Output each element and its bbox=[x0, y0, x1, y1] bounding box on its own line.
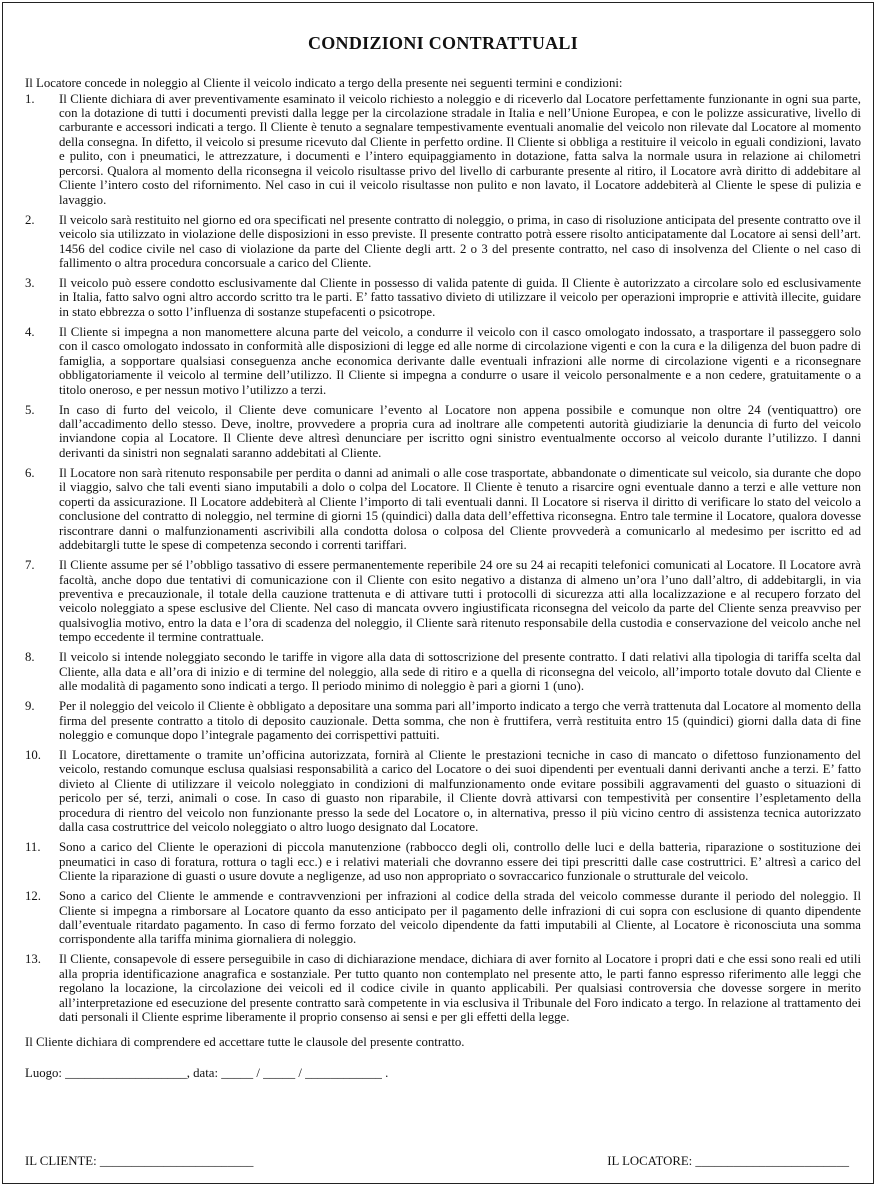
clause-number: 3. bbox=[25, 275, 35, 290]
clause-number: 6. bbox=[25, 465, 35, 480]
clause-6 bbox=[25, 466, 861, 553]
client-signature-line: IL CLIENTE: ________________________ bbox=[25, 1154, 254, 1168]
clause-11 bbox=[25, 840, 861, 883]
clause-text: Il Cliente dichiara di aver preventivamente esaminato il veicolo richiesto a noleggio e di riceverlo dal Locatore perfettamente funzionante in ogni sua parte, con la dotazione di tutti i documenti previsti dalla legge per la circolazione stradale in Italia e nell’Unione Europea, e con le polizze assicurative, livello di carburante e accessori indicati a tergo. Il Cliente è tenuto a segnalare tempestivamente eventuali anomalie del veicolo non rilevate dal Locatore al momento della consegna. In difetto, il veicolo si presume ricevuto dal Cliente in perfetto ordine. Il Cliente si obbliga a restituire il veicolo in eguali condizioni, lavato e pulito, con i pneumatici, le attrezzature, i documenti e l’intero equipaggiamento in dotazione, fatta salva la normale usura in relazione ai chilometri percorsi. Qualora al momento della riconsegna il veicolo risultasse privo del livello di carburante presente al ritiro, il Locatore avrà diritto di addebitare al Cliente l’intero costo del rifornimento. Nel caso in cui il veicolo risultasse non pulito e non lavato, il Locatore addebiterà al Cliente le spese di pulizia e lavaggio. bbox=[59, 91, 861, 207]
clause-2 bbox=[25, 213, 861, 271]
clauses-list bbox=[25, 92, 861, 1025]
clause-number: 7. bbox=[25, 558, 35, 573]
clause-9 bbox=[25, 699, 861, 742]
clause-text: Per il noleggio del veicolo il Cliente è obbligato a depositare una somma pari all’importo indicato a tergo che verrà trattenuta dal Locatore al momento della firma del presente contratto a titolo di deposito cauzionale. Detta somma, che non è fruttifera, verrà restituita entro 15 (quindici) giorni dalla data di fine noleggio e comunque dopo l’integrale pagamento dei corrispettivi pattuiti. bbox=[59, 699, 861, 743]
clause-10 bbox=[25, 748, 861, 835]
clause-number: 5. bbox=[25, 402, 35, 417]
closing-statement: Il Cliente dichiara di comprendere ed accettare tutte le clausole del presente contratto. bbox=[25, 1034, 465, 1049]
signature-row bbox=[25, 1109, 849, 1169]
clause-text: In caso di furto del veicolo, il Cliente deve comunicare l’evento al Locatore non appena possibile e comunque non oltre 24 (ventiquattro) ore dall’accadimento dello stesso. Deve, inoltre, provvedere a propria cura ad inoltrare alle competenti autorità giudiziarie la denuncia di furto del veicolo inviandone copia al Locatore. Il Cliente deve altresì denunciare per iscritto ogni sinistro eventualmente occorso al veicolo durante l’utilizzo. I danni derivanti da sinistri non segnalati saranno addebitati al Cliente. bbox=[59, 402, 861, 460]
clause-number: 1. bbox=[25, 91, 35, 106]
clause-text: Sono a carico del Cliente le operazioni di piccola manutenzione (rabbocco degli oli, controllo delle luci e della batteria, riparazione o sostituzione dei pneumatici in caso di foratura, rottura o tagli ecc.) e i relativi materiali che dovranno essere dei tipi prescritti dalle case costruttrici. E’ altresì a carico del Cliente la riparazione di guasti o usure dovute a negligenze, ad uso non appropriato o sovraccarico funzionale o strutturale del veicolo. bbox=[59, 840, 861, 884]
clause-number: 10. bbox=[25, 748, 41, 763]
clause-text: Il veicolo si intende noleggiato secondo le tariffe in vigore alla data di sottoscrizione del presente contratto. I dati relativi alla tipologia di tariffa scelta dal Cliente, alla data e all’ora di inizio e di termine del noleggio, alla sede di ritiro e a quella di riconsegna del veicolo, all’importo totale dovuto dal Cliente e alle modalità di pagamento sono indicati a tergo. Il periodo minimo di noleggio è pari a giorni 1 (uno). bbox=[59, 650, 861, 694]
clause-number: 2. bbox=[25, 212, 35, 227]
clause-text: Il Locatore, direttamente o tramite un’officina autorizzata, fornirà al Cliente le prestazioni tecniche in caso di mancato o difettoso funzionamento del veicolo, restando comunque esclusa qualsiasi responsabilità a carico del Locatore o dei suoi dipendenti per eventuali danni derivanti anche a terzi. E’ fatto divieto al Cliente di utilizzare il veicolo noleggiato in condizioni di malfunzionamento onde evitare possibili aggravamenti del guasto o situazioni di pericolo per sé, terzi, animali o cose. In caso di guasto non riparabile, il Cliente dovrà attivarsi con tempestività per consentire l’espletamento della procedura di rientro del veicolo non funzionante presso la sede del Locatore o, in alternativa, presso il più vicino centro di assistenza tecnica autorizzato dalla casa costruttrice del veicolo noleggiato o altro luogo designato dal Locatore. bbox=[59, 748, 861, 835]
clause-text: Il veicolo sarà restituito nel giorno ed ora specificati nel presente contratto di noleggio, o prima, in caso di risoluzione anticipata del presente contratto ove il veicolo sia utilizzato in violazione delle disposizioni in esso previste. Il presente contratto potrà essere risolto anticipatamente dal Locatore ai sensi dell’art. 1456 del codice civile nel caso di violazione da parte del Cliente degli artt. 2 o 3 del presente contratto, nel caso di insolvenza del Cliente o nel caso di fallimento o altra procedura concorsuale a carico del Cliente. bbox=[59, 212, 861, 270]
clause-text: Il veicolo può essere condotto esclusivamente dal Cliente in possesso di valida patente di guida. Il Cliente è autorizzato a circolare solo ed esclusivamente in Italia, fatto salvo ogni altro accordo scritto tra le parti. E’ fatto tassativo divieto di utilizzare il veicolo per operazioni improprie e attività illecite, guidare in stato ebbrezza o sotto l’influenza di sostanze stupefacenti o psicotrope. bbox=[59, 275, 861, 319]
clause-text: Sono a carico del Cliente le ammende e contravvenzioni per infrazioni al codice della strada del veicolo commesse durante il periodo del noleggio. Il Cliente si impegna a rimborsare al Locatore quanto da esso anticipato per il pagamento delle infrazioni di cui sopra con esclusione di quanto dipendente dall’eventuale ritardato pagamento. In caso di fermo forzato del veicolo dipendente da fatti imputabili al Cliente, al Locatore è riconosciuta una somma corrispondente alla tariffa minima giornaliera di noleggio. bbox=[59, 889, 861, 947]
clause-13 bbox=[25, 952, 861, 1024]
clause-text: Il Cliente assume per sé l’obbligo tassativo di essere permanentemente reperibile 24 ore su 24 ai recapiti telefonici comunicati al Locatore. Il Locatore avrà facoltà, anche dopo due tentativi di comunicazione con il Cliente con esito negativo a distanza di almeno un’ora l’uno dall’altro, di addebitargli, in via preventiva e precauzionale, il totale della cauzione trattenuta e di attivare tutti i protocolli di sicurezza atti alla localizzazione e al recupero forzato del veicolo noleggiato a spese esclusive del Cliente. Nel caso di mancata ovvero ingiustificata riconsegna del veicolo da parte del Cliente senza preavviso per qualsivoglia motivo, entro la data e l’ora di scadenza del noleggio, il Cliente sarà ritenuto responsabile della custodia e conservazione del veicolo anche nel tempo eccedente il termine contrattuale. bbox=[59, 558, 861, 645]
clause-number: 4. bbox=[25, 324, 35, 339]
clause-5 bbox=[25, 403, 861, 461]
document-title: CONDIZIONI CONTRATTUALI bbox=[307, 33, 579, 53]
clause-number: 12. bbox=[25, 889, 41, 904]
place-date-line: Luogo: ___________________, data: _____ / _____ / ____________ . bbox=[25, 1065, 389, 1080]
clause-8 bbox=[25, 650, 861, 693]
contract-page bbox=[2, 2, 874, 1184]
clause-number: 11. bbox=[25, 840, 41, 855]
clause-7 bbox=[25, 558, 861, 645]
clause-4 bbox=[25, 325, 861, 397]
clause-text: Il Cliente si impegna a non manomettere alcuna parte del veicolo, a condurre il veicolo con il casco omologato indossato, a trasportare il passeggero solo con il casco omologato indossato in conformità alle disposizioni di legge ed alle norme di circolazione vigenti e con la cura e la diligenza del buon padre di famiglia, a sopportare qualsiasi conseguenza anche economica derivante dalle eventuali infrazioni alle norme di circolazione vigenti e a riconsegnare obbligatoriamente il veicolo al termine dell’utilizzo. Il Cliente si impegna a condurre o usare il veicolo personalmente e a non cedere, gratuitamente o a titolo oneroso, e per nessun motivo l’utilizzo a terzi. bbox=[59, 324, 861, 397]
clause-number: 8. bbox=[25, 650, 35, 665]
clause-text: Il Locatore non sarà ritenuto responsabile per perdita o danni ad animali o alle cose trasportate, abbandonate o dimenticate sul veicolo, sia durante che dopo il viaggio, salvo che tali eventi siano imputabili a dolo o colpa del Locatore. Il Cliente è tenuto a risarcire ogni eventuale danno a terzi e alle vetture non coperti da assicurazione. Il Locatore addebiterà al Cliente l’importo di tali eventuali danni. Il Locatore si riserva il diritto di verificare lo stato del veicolo a conclusione del contratto di noleggio, nel termine di giorni 15 (quindici) dalla data dell’effettiva riconsegna. Entro tale termine il Locatore, qualora dovesse riscontrare danni o malfunzionamenti ascrivibili alla condotta dolosa o colposa del Cliente provvederà a comunicarlo al medesimo per iscritto ed ad addebitargli tutte le spese di competenza secondo i correnti tariffari. bbox=[59, 465, 861, 553]
lessor-signature-line: IL LOCATORE: ________________________ bbox=[607, 1154, 849, 1168]
clause-number: 13. bbox=[25, 952, 41, 967]
clause-number: 9. bbox=[25, 699, 35, 714]
clause-12 bbox=[25, 889, 861, 947]
clause-text: Il Cliente, consapevole di essere perseguibile in caso di dichiarazione mendace, dichiara di aver fornito al Locatore i propri dati e che essi sono reali ed utili alla propria identificazione anagrafica e sostanziale. Per tutto quanto non contemplato nel presente atto, le parti fanno espresso riferimento alle leggi che regolano la locazione, la circolazione dei veicoli ed il codice civile in quanto applicabili. Per qualsiasi controversia che dovesse sorgere in merito all’interpretazione ed esecuzione del presente contratto sarà competente in via esclusiva il Tribunale del Foro indicato a tergo. In relazione al trattamento dei dati personali il Cliente esprime liberamente il proprio consenso ai sensi e per gli effetti della legge. bbox=[59, 952, 861, 1025]
clause-1 bbox=[25, 92, 861, 208]
clause-3 bbox=[25, 276, 861, 319]
intro-text: Il Locatore concede in noleggio al Cliente il veicolo indicato a tergo della presente nei seguenti termini e condizioni: bbox=[25, 76, 623, 90]
